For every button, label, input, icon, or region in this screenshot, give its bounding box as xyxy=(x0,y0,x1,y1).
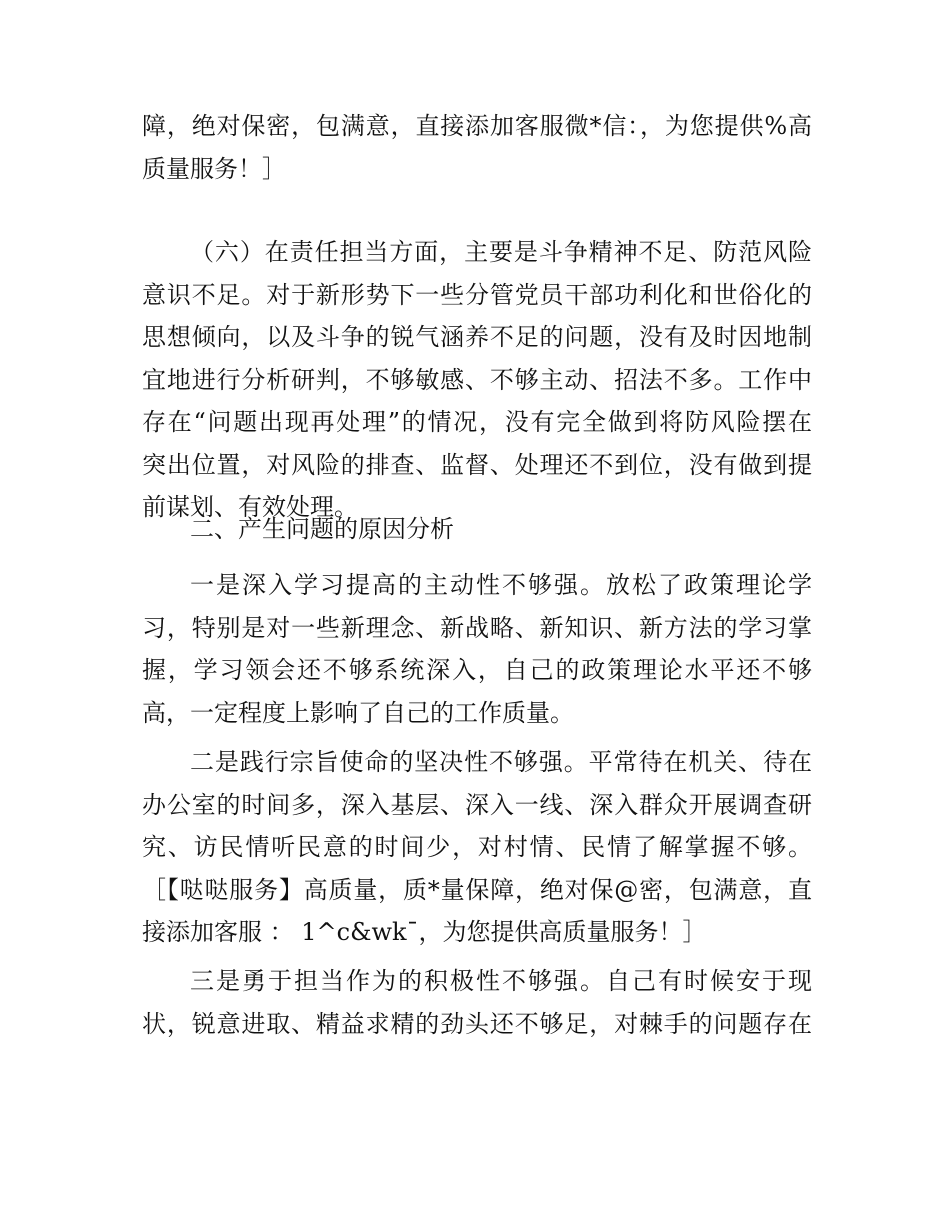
text-line: 突出位置，对风险的排查、监督、处理还不到位，没有做到提 xyxy=(142,450,812,479)
text-line: 握，学习领会还不够系统深入，自己的政策理论水平还不够 xyxy=(142,656,812,684)
text-line: 习，特别是对一些新理念、新战略、新知识、新方法的学习掌 xyxy=(142,613,812,642)
paragraph-reason-one xyxy=(142,564,812,734)
text-line: ［【哒哒服务】高质量，质*量保障，绝对保@密，包满意，直 xyxy=(142,875,812,904)
text-line: 障，绝对保密，包满意，直接添加客服微*信：，为您提供%高 xyxy=(142,112,812,140)
text-line: 存在“问题出现再处理”的情况，没有完全做到将防风险摆在 xyxy=(142,408,812,436)
text-line: 一是深入学习提高的主动性不够强。放松了政策理论学 xyxy=(190,571,812,599)
text-line: 状，锐意进取、精益求精的劲头还不够足，对棘手的问题存在 xyxy=(142,1009,812,1038)
paragraph-service-notice-top xyxy=(142,105,812,190)
paragraph-reason-two xyxy=(142,741,812,954)
text-line: 二是践行宗旨使命的坚决性不够强。平常待在机关、待在 xyxy=(190,748,812,776)
text-line: 办公室的时间多，深入基层、深入一线、深入群众开展调查研 xyxy=(142,790,812,819)
text-line: 思想倾向，以及斗争的锐气涵养不足的问题，没有及时因地制 xyxy=(142,323,812,351)
text-line: 二、产生问题的原因分析 xyxy=(190,515,454,543)
section-heading xyxy=(142,508,812,551)
paragraph-responsibility xyxy=(142,231,812,529)
text-line: 究、访民情听民意的时间少，对村情、民情了解掌握不够。 xyxy=(142,833,812,861)
text-line: 三是勇于担当作为的积极性不够强。自己有时候安于现 xyxy=(190,967,812,995)
text-line: 前谋划、有效处理。 xyxy=(142,493,358,521)
text-line: 质量服务！］ xyxy=(142,154,286,183)
text-line: 意识不足。对于新形势下一些分管党员干部功利化和世俗化的 xyxy=(142,280,812,309)
text-line: 宜地进行分析研判，不够敏感、不够主动、招法不多。工作中 xyxy=(142,365,812,394)
text-line: 高，一定程度上影响了自己的工作质量。 xyxy=(142,698,574,727)
paragraph-reason-three xyxy=(142,960,812,1045)
text-line: 接添加客服 ： 1^c&wk¯，为您提供高质量服务！］ xyxy=(142,918,707,946)
text-line: （六）在责任担当方面，主要是斗争精神不足、防范风险 xyxy=(190,238,812,266)
